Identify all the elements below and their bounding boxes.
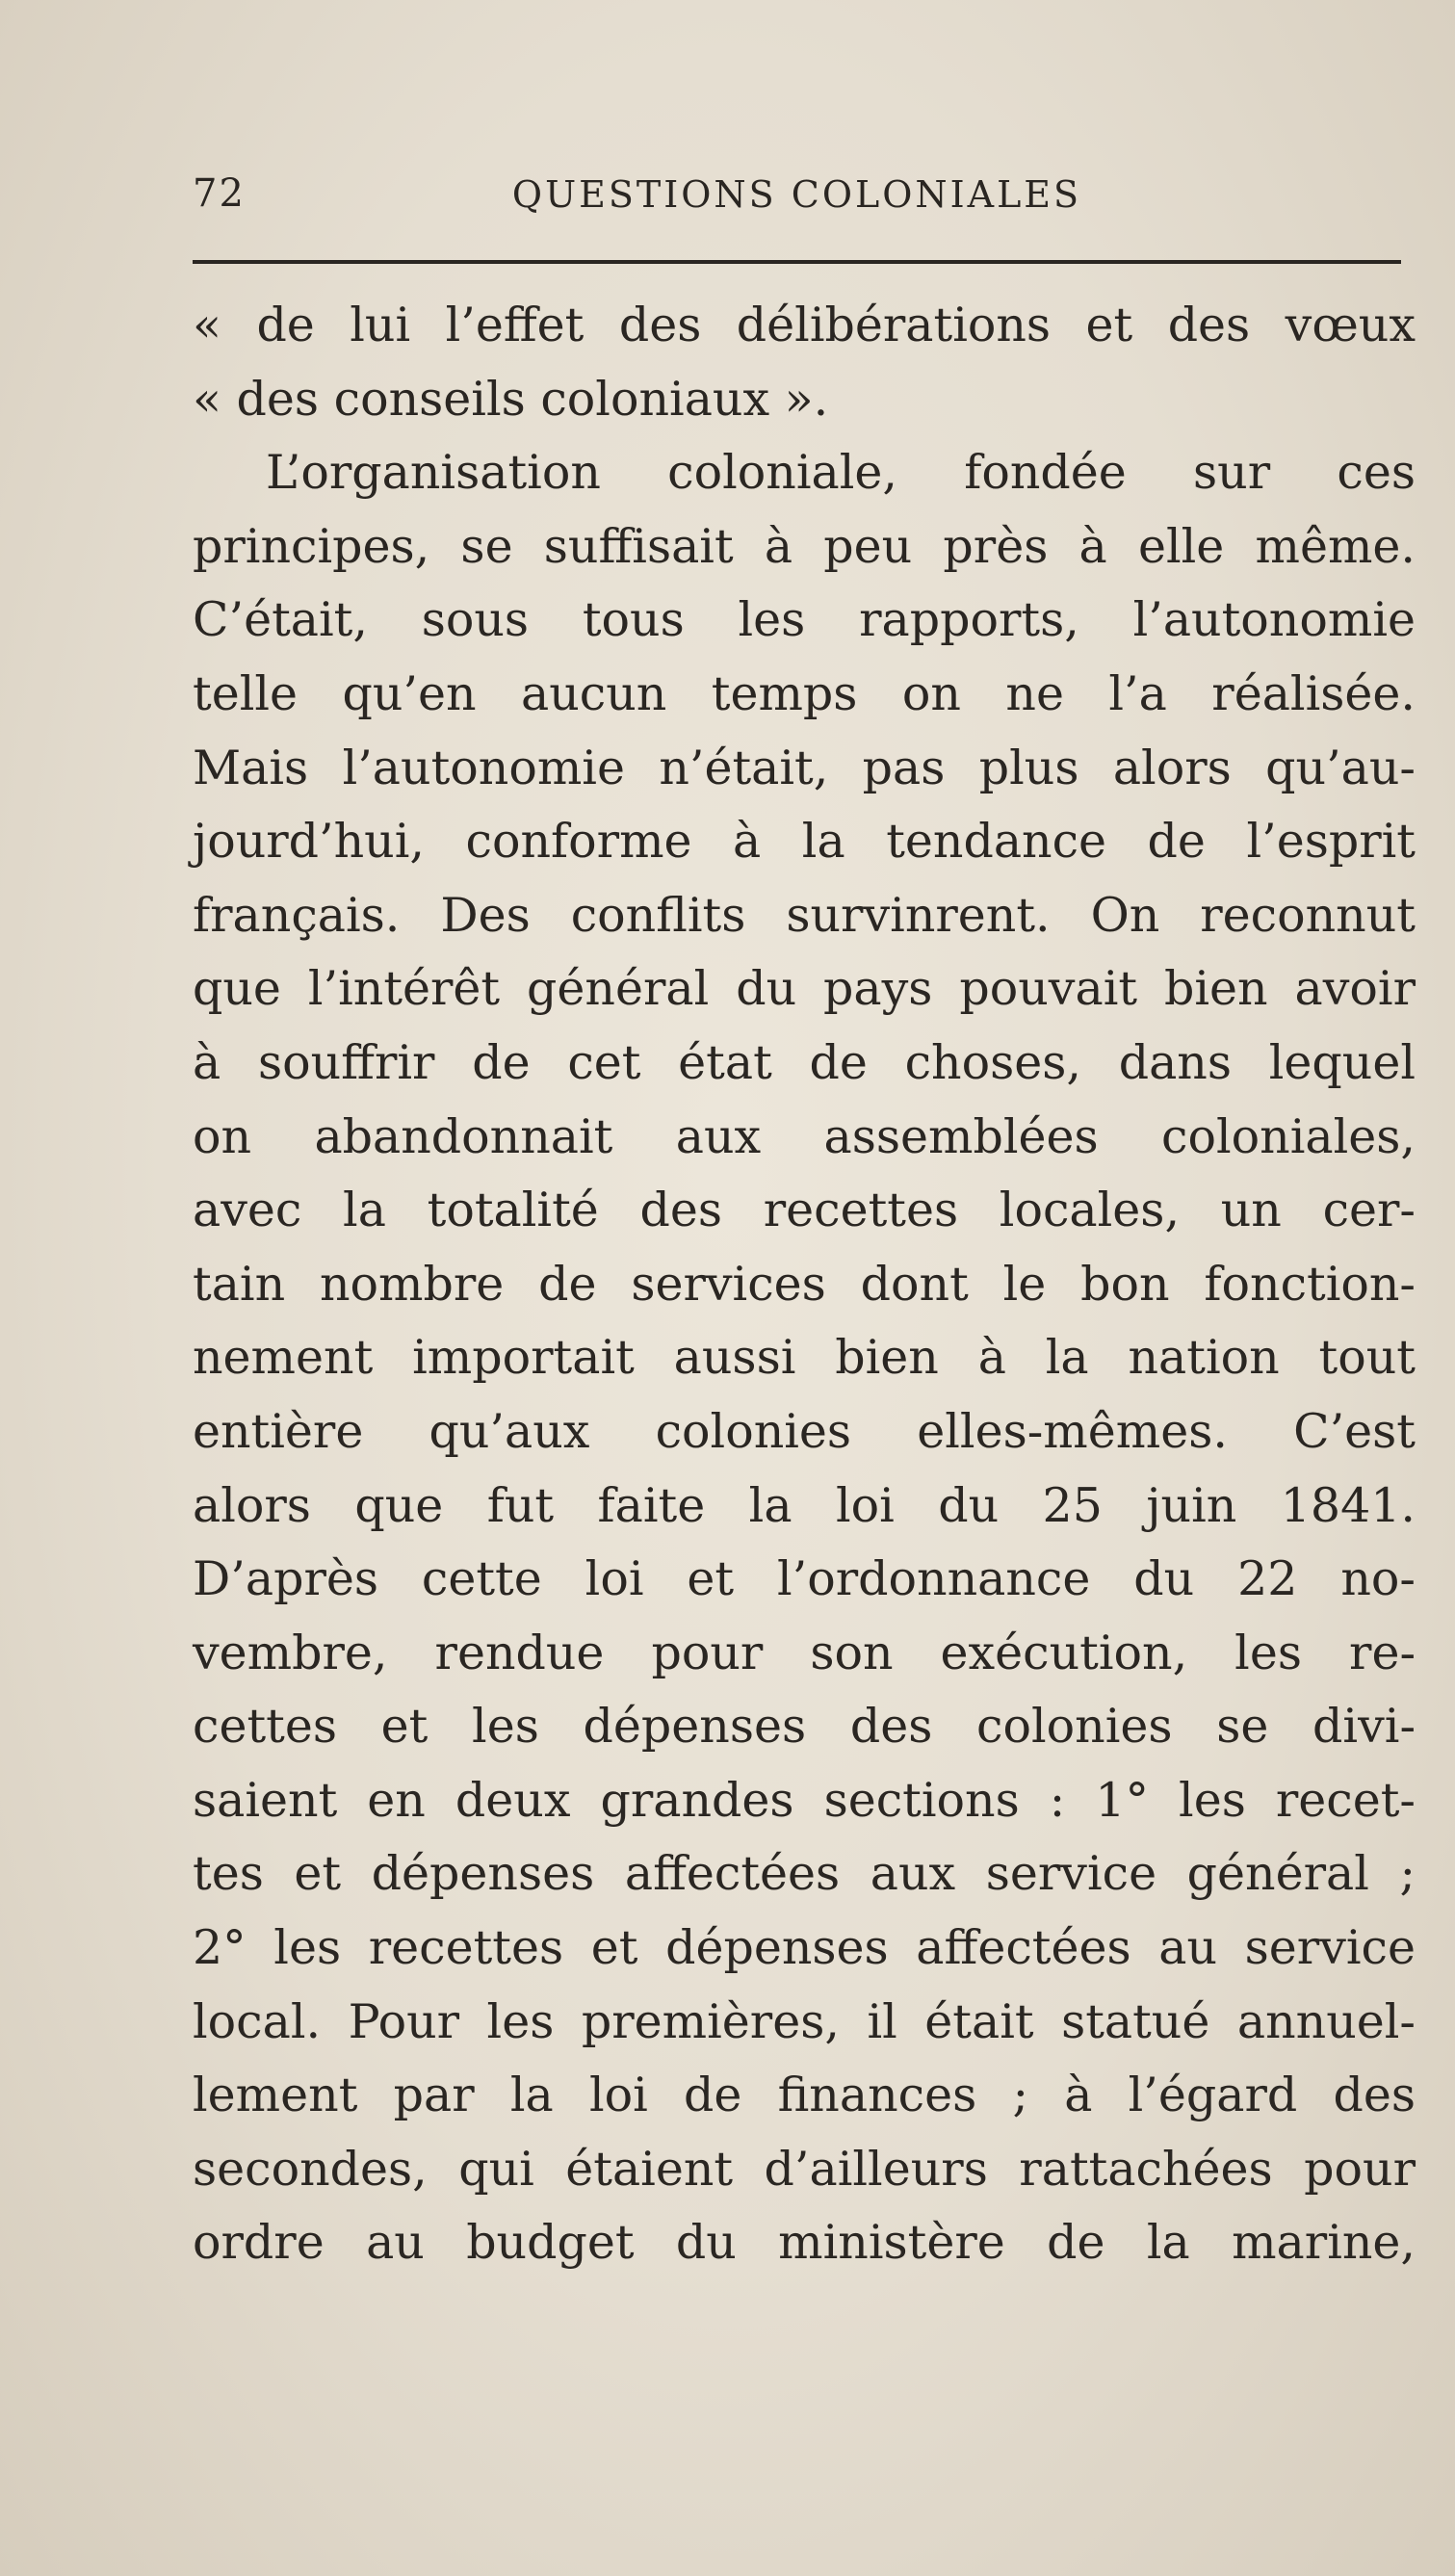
text-line: français. Des conflits survinrent. On reconnut [193, 887, 1416, 943]
page-number: 72 [193, 171, 246, 216]
text-line: on abandonnait aux assemblées coloniales, [193, 1108, 1416, 1164]
body-text [193, 289, 1416, 2280]
paragraph-start-line: L’organisation coloniale, fondée sur ces [266, 445, 1416, 501]
text-line: tain nombre de services dont le bon fonction- [193, 1256, 1416, 1312]
text-line: entière qu’aux colonies elles-mêmes. C’est [193, 1403, 1416, 1459]
text-line: nement importait aussi bien à la nation tout [193, 1330, 1416, 1386]
text-line: « des conseils coloniaux ». [193, 371, 829, 427]
text-line: C’était, sous tous les rapports, l’autonomie [193, 592, 1416, 648]
text-line: ordre au budget du ministère de la marine, [193, 2215, 1416, 2271]
text-line: Mais l’autonomie n’était, pas plus alors qu’au- [193, 740, 1416, 795]
text-line: à souffrir de cet état de choses, dans lequel [193, 1034, 1416, 1090]
text-line: avec la totalité des recettes locales, un cer- [193, 1183, 1416, 1238]
text-line: 2° les recettes et dépenses affectées au service [193, 1920, 1416, 1976]
text-line: principes, se suffisait à peu près à elle même. [193, 518, 1416, 574]
text-line: « de lui l’effet des délibérations et des vœux [193, 298, 1416, 352]
text-line: D’après cette loi et l’ordonnance du 22 no- [193, 1551, 1416, 1607]
text-line: telle qu’en aucun temps on ne l’a réalisée. [193, 665, 1416, 721]
text-line: alors que fut faite la loi du 25 juin 1841. [193, 1477, 1416, 1533]
text-line: jourd’hui, conforme à la tendance de l’esprit [193, 814, 1416, 870]
text-line: saient en deux grandes sections : 1° les recet- [193, 1772, 1416, 1828]
text-line: lement par la loi de finances ; à l’égard des [193, 2068, 1416, 2123]
text-line: cettes et les dépenses des colonies se divi- [193, 1699, 1416, 1755]
text-line: que l’intérêt général du pays pouvait bien avoir [193, 961, 1416, 1017]
page-header [193, 171, 1401, 229]
running-title: QUESTIONS COLONIALES [511, 173, 1082, 216]
text-line: secondes, qui étaient d’ailleurs rattachées pour [193, 2141, 1416, 2197]
text-line: tes et dépenses affectées aux service général ; [193, 1846, 1416, 1902]
header-rule [193, 260, 1401, 264]
text-line: local. Pour les premières, il était statué annuel- [193, 1993, 1416, 2049]
text-line: vembre, rendue pour son exécution, les re- [193, 1625, 1416, 1680]
